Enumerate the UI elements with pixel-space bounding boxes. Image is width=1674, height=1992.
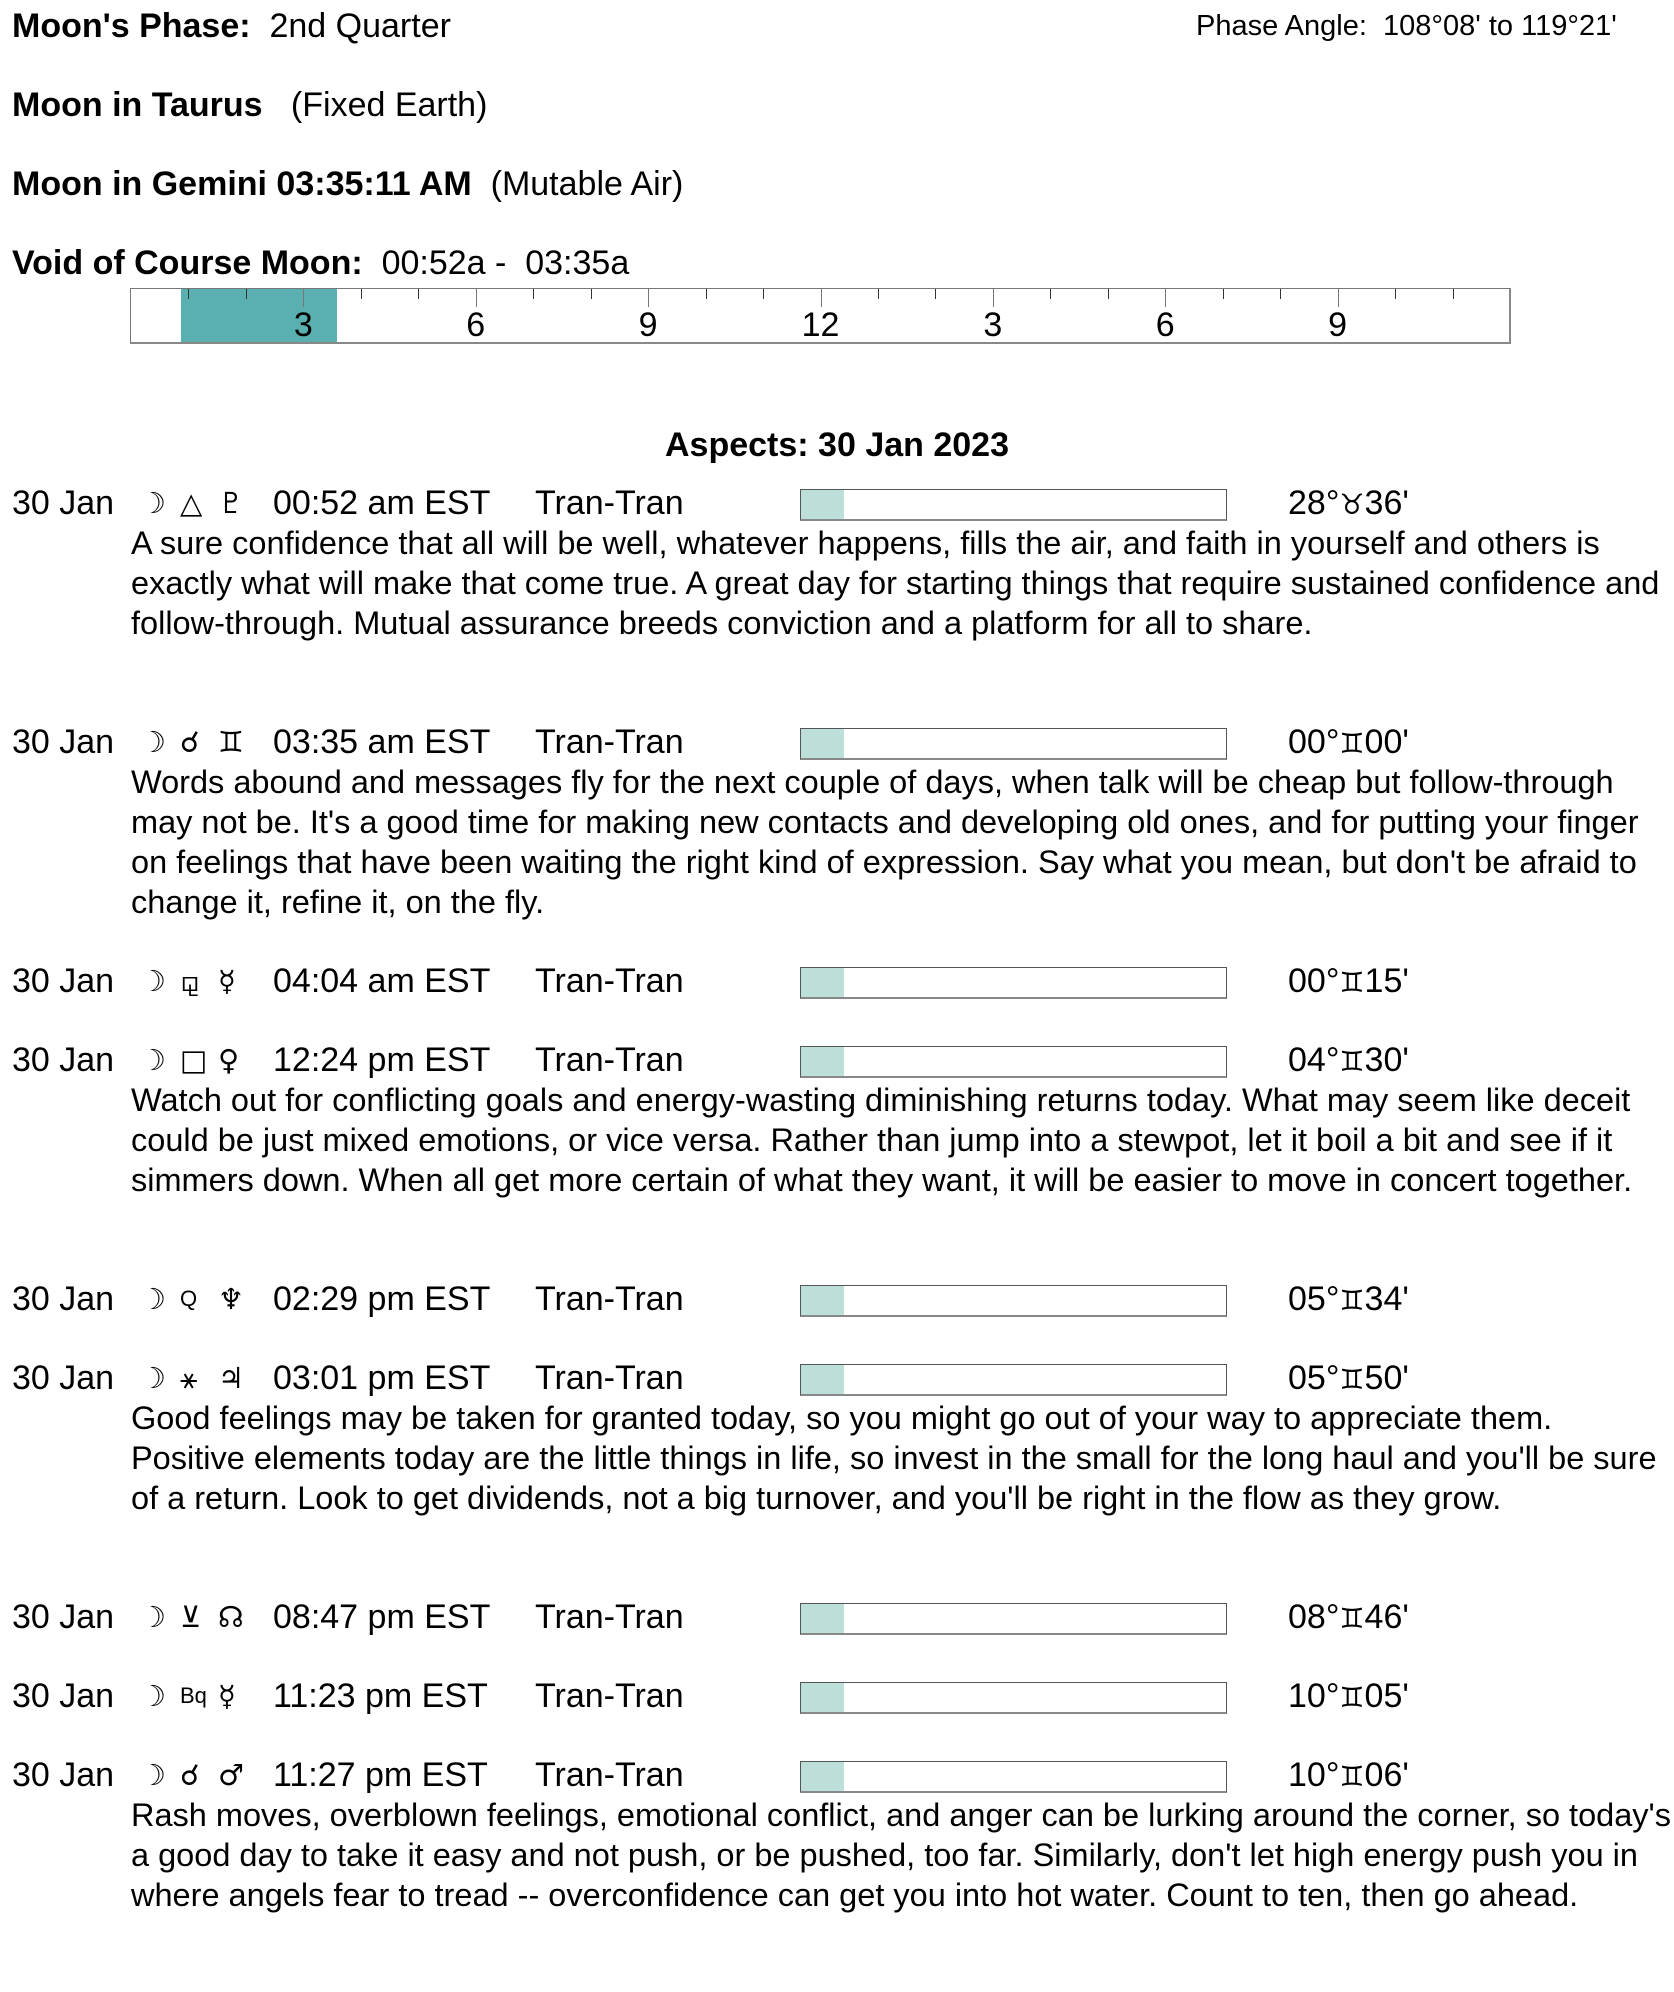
position-degrees: 08° xyxy=(1288,1598,1340,1636)
moon-sign-2-label: Moon in Gemini 03:35:11 AM xyxy=(12,165,472,203)
aspect-interpretation: Good feelings may be taken for granted today, so you might go out of your way to appreciate them. Positive elements today are the little things in life, so invest in the small for the long haul and you'll be sure of a return. Look to get dividends, not a big turnover, and you'll be right in the flow as they grow. xyxy=(131,1400,1657,1516)
aspect-time: 12:24 pm EST xyxy=(273,1041,491,1079)
aspect-strength-fill xyxy=(801,490,844,519)
aspect-glyph-icon: Bq xyxy=(180,1683,207,1708)
timeline-hour-label: 6 xyxy=(1155,306,1175,344)
position-minutes: 06' xyxy=(1364,1756,1409,1794)
aspect-strength-fill xyxy=(801,1047,844,1076)
aspect-strength-fill xyxy=(801,1762,844,1791)
aspect-type: Tran-Tran xyxy=(535,1359,684,1397)
aspect-time: 00:52 am EST xyxy=(273,484,491,522)
aspect-position xyxy=(1288,1597,1409,1639)
moon-phase-label: Moon's Phase: xyxy=(12,7,251,45)
moon-glyph-icon: ☽ xyxy=(140,725,166,759)
aspect-strength-bar xyxy=(800,728,1227,760)
moon-glyph-icon: ☽ xyxy=(140,1679,166,1713)
aspect-position xyxy=(1288,1676,1409,1718)
aspect-interpretation: Words abound and messages fly for the next couple of days, when talk will be cheap but follow-through may not be. It's a good time for making new contacts and developing old ones, and for putting your finger on feelings that have been waiting the right kind of expression. Say what you mean, but don't be afraid to change it, refine it, on the fly. xyxy=(131,764,1639,920)
position-degrees: 10° xyxy=(1288,1756,1340,1794)
aspect-date: 30 Jan xyxy=(12,723,115,761)
void-label: Void of Course Moon: xyxy=(12,244,363,282)
position-degrees: 28° xyxy=(1288,484,1340,522)
aspect-entry xyxy=(0,1755,1674,1915)
aspect-time: 11:27 pm EST xyxy=(273,1756,488,1794)
aspect-interpretation: Rash moves, overblown feelings, emotional conflict, and anger can be lurking around the corner, so today's a good day to take it easy and not push, or be pushed, too far. Similarly, don't let high energy push you in where angels fear to tread -- overconfidence can get you into hot water. Count to ten, then go ahead. xyxy=(131,1797,1672,1913)
moon-sign-1-line xyxy=(12,85,487,125)
timeline-tick xyxy=(246,289,247,299)
timeline-hour-label: 12 xyxy=(801,306,840,344)
zodiac-sign-icon: ♉ xyxy=(1339,488,1365,521)
timeline-tick xyxy=(533,289,534,299)
void-of-course-line xyxy=(12,243,629,283)
planet-glyph-icon: ♂ xyxy=(218,1758,244,1792)
aspect-date: 30 Jan xyxy=(12,1280,115,1318)
aspect-type: Tran-Tran xyxy=(535,962,684,1000)
timeline-tick xyxy=(1223,289,1224,299)
timeline-tick xyxy=(1050,289,1051,299)
aspect-type: Tran-Tran xyxy=(535,1280,684,1318)
aspect-glyph-icon: ⊻ xyxy=(180,1600,202,1634)
timeline-tick xyxy=(878,289,879,299)
aspect-time: 08:47 pm EST xyxy=(273,1598,491,1636)
position-degrees: 04° xyxy=(1288,1041,1340,1079)
aspect-glyph-icon: ☌ xyxy=(180,1758,200,1792)
moon-sign-1-label: Moon in Taurus xyxy=(12,86,263,124)
aspect-strength-fill xyxy=(801,1604,844,1633)
timeline-hour-label: 3 xyxy=(293,306,313,344)
aspect-row xyxy=(0,483,1674,523)
phase-angle-label: Phase Angle: xyxy=(1196,10,1367,42)
position-degrees: 10° xyxy=(1288,1677,1340,1715)
aspect-strength-bar xyxy=(800,1046,1227,1078)
aspect-interpretation: A sure confidence that all will be well, whatever happens, fills the air, and faith in yourself and others is exactly what will make that come true. A great day for starting things that require sustained confidence and follow-through. Mutual assurance breeds conviction and a platform for all to share. xyxy=(131,525,1660,641)
aspect-entry xyxy=(0,483,1674,643)
aspect-strength-bar xyxy=(800,1682,1227,1714)
timeline-tick xyxy=(1453,289,1454,299)
aspect-entry xyxy=(0,961,1674,1001)
aspect-entry xyxy=(0,1676,1674,1716)
aspect-strength-bar xyxy=(800,1603,1227,1635)
phase-angle-value: 108°08' to 119°21' xyxy=(1383,10,1617,42)
aspect-strength-bar xyxy=(800,1761,1227,1793)
aspect-strength-fill xyxy=(801,968,844,997)
aspect-time: 03:01 pm EST xyxy=(273,1359,491,1397)
aspect-row xyxy=(0,1755,1674,1795)
aspect-interpretation: Watch out for conflicting goals and energy-wasting diminishing returns today. What may seem like deceit could be just mixed emotions, or vice versa. Rather than jump into a stewpot, let it boil a bit and see if it simmers down. When all get more certain of what they want, it will be easier to move in concert together. xyxy=(131,1082,1633,1198)
planet-glyph-icon: ♃ xyxy=(218,1361,244,1395)
timeline-hour-label: 9 xyxy=(1328,306,1348,344)
aspect-position xyxy=(1288,722,1409,764)
aspect-entry xyxy=(0,1358,1674,1518)
planet-glyph-icon: ♊ xyxy=(218,725,244,759)
aspect-type: Tran-Tran xyxy=(535,1598,684,1636)
position-minutes: 15' xyxy=(1364,962,1409,1000)
position-degrees: 05° xyxy=(1288,1359,1340,1397)
timeline-hour-label: 6 xyxy=(466,306,486,344)
planet-glyph-icon: ☿ xyxy=(218,964,236,998)
timeline-tick xyxy=(1395,289,1396,299)
aspects-title: Aspects: 30 Jan 2023 xyxy=(665,426,1009,464)
zodiac-sign-icon: ♊ xyxy=(1339,1681,1365,1714)
moon-glyph-icon: ☽ xyxy=(140,1361,166,1395)
void-period-fill xyxy=(181,289,337,342)
aspect-glyph-icon: □ xyxy=(180,1043,208,1077)
aspect-type: Tran-Tran xyxy=(535,1756,684,1794)
position-degrees: 05° xyxy=(1288,1280,1340,1318)
aspect-time: 11:23 pm EST xyxy=(273,1677,488,1715)
position-minutes: 36' xyxy=(1364,484,1409,522)
aspect-strength-bar xyxy=(800,1364,1227,1396)
aspect-row xyxy=(0,1358,1674,1398)
aspect-row xyxy=(0,1676,1674,1716)
zodiac-sign-icon: ♊ xyxy=(1339,1045,1365,1078)
aspect-position xyxy=(1288,483,1409,525)
position-minutes: 00' xyxy=(1364,723,1409,761)
aspect-strength-fill xyxy=(801,1683,844,1712)
void-timeline xyxy=(130,288,1511,344)
aspect-row xyxy=(0,1040,1674,1080)
zodiac-sign-icon: ♊ xyxy=(1339,1284,1365,1317)
moon-glyph-icon: ☽ xyxy=(140,1282,166,1316)
aspect-entry xyxy=(0,1040,1674,1200)
timeline-tick xyxy=(418,289,419,299)
phase-angle xyxy=(1196,6,1617,46)
aspect-position xyxy=(1288,1755,1409,1797)
moon-glyph-icon: ☽ xyxy=(140,964,166,998)
aspect-date: 30 Jan xyxy=(12,1598,115,1636)
aspect-row xyxy=(0,722,1674,762)
zodiac-sign-icon: ♊ xyxy=(1339,1602,1365,1635)
zodiac-sign-icon: ♊ xyxy=(1339,1363,1365,1396)
aspect-strength-fill xyxy=(801,1365,844,1394)
aspect-position xyxy=(1288,1358,1409,1400)
aspect-strength-fill xyxy=(801,729,844,758)
timeline-hour-label: 3 xyxy=(983,306,1003,344)
aspect-time: 03:35 am EST xyxy=(273,723,491,761)
aspect-position xyxy=(1288,1040,1409,1082)
position-degrees: 00° xyxy=(1288,962,1340,1000)
aspect-type: Tran-Tran xyxy=(535,484,684,522)
timeline-tick xyxy=(935,289,936,299)
aspect-type: Tran-Tran xyxy=(535,1041,684,1079)
aspect-glyph-icon: ☌ xyxy=(180,725,200,759)
position-minutes: 46' xyxy=(1364,1598,1409,1636)
aspect-date: 30 Jan xyxy=(12,1041,115,1079)
aspect-strength-bar xyxy=(800,489,1227,521)
aspect-strength-fill xyxy=(801,1286,844,1315)
aspect-glyph-icon: ⚹ xyxy=(180,1361,198,1395)
aspect-glyph-icon: ⚼ xyxy=(180,964,201,998)
planet-glyph-icon: ☊ xyxy=(218,1600,244,1634)
timeline-tick xyxy=(361,289,362,299)
moon-sign-1-quality: (Fixed Earth) xyxy=(290,86,488,124)
planet-glyph-icon: ☿ xyxy=(218,1679,236,1713)
aspect-time: 02:29 pm EST xyxy=(273,1280,491,1318)
aspect-row xyxy=(0,1597,1674,1637)
aspect-date: 30 Jan xyxy=(12,1677,115,1715)
position-minutes: 05' xyxy=(1364,1677,1409,1715)
timeline-tick xyxy=(706,289,707,299)
timeline-hour-label: 9 xyxy=(638,306,658,344)
aspect-entry xyxy=(0,722,1674,922)
aspect-entry xyxy=(0,1597,1674,1637)
aspect-row xyxy=(0,961,1674,1001)
aspect-position xyxy=(1288,1279,1409,1321)
aspect-type: Tran-Tran xyxy=(535,1677,684,1715)
aspect-time: 04:04 am EST xyxy=(273,962,491,1000)
timeline-tick xyxy=(188,289,189,299)
aspect-date: 30 Jan xyxy=(12,1756,115,1794)
zodiac-sign-icon: ♊ xyxy=(1339,966,1365,999)
position-minutes: 50' xyxy=(1364,1359,1409,1397)
timeline-tick xyxy=(763,289,764,299)
moon-sign-2-quality: (Mutable Air) xyxy=(490,165,684,203)
moon-glyph-icon: ☽ xyxy=(140,1600,166,1634)
zodiac-sign-icon: ♊ xyxy=(1339,727,1365,760)
aspect-row xyxy=(0,1279,1674,1319)
aspect-strength-bar xyxy=(800,967,1227,999)
void-value: 00:52a - 03:35a xyxy=(381,244,630,282)
moon-glyph-icon: ☽ xyxy=(140,1758,166,1792)
timeline-tick xyxy=(591,289,592,299)
aspect-type: Tran-Tran xyxy=(535,723,684,761)
aspect-strength-bar xyxy=(800,1285,1227,1317)
aspect-date: 30 Jan xyxy=(12,1359,115,1397)
timeline-tick xyxy=(1108,289,1109,299)
aspect-date: 30 Jan xyxy=(12,962,115,1000)
planet-glyph-icon: ♆ xyxy=(218,1282,244,1316)
planet-glyph-icon: ♀ xyxy=(218,1043,240,1077)
position-minutes: 30' xyxy=(1364,1041,1409,1079)
aspect-entry xyxy=(0,1279,1674,1319)
moon-glyph-icon: ☽ xyxy=(140,486,166,520)
position-degrees: 00° xyxy=(1288,723,1340,761)
planet-glyph-icon: ♇ xyxy=(218,486,244,520)
aspect-glyph-icon: △ xyxy=(180,486,203,520)
moon-glyph-icon: ☽ xyxy=(140,1043,166,1077)
timeline-tick xyxy=(1280,289,1281,299)
zodiac-sign-icon: ♊ xyxy=(1339,1760,1365,1793)
position-minutes: 34' xyxy=(1364,1280,1409,1318)
moon-sign-2-line xyxy=(12,164,683,204)
aspect-position xyxy=(1288,961,1409,1003)
aspect-glyph-icon: Q xyxy=(180,1286,198,1311)
moon-phase-value: 2nd Quarter xyxy=(269,7,451,45)
moon-phase-line xyxy=(12,6,451,46)
aspect-date: 30 Jan xyxy=(12,484,115,522)
